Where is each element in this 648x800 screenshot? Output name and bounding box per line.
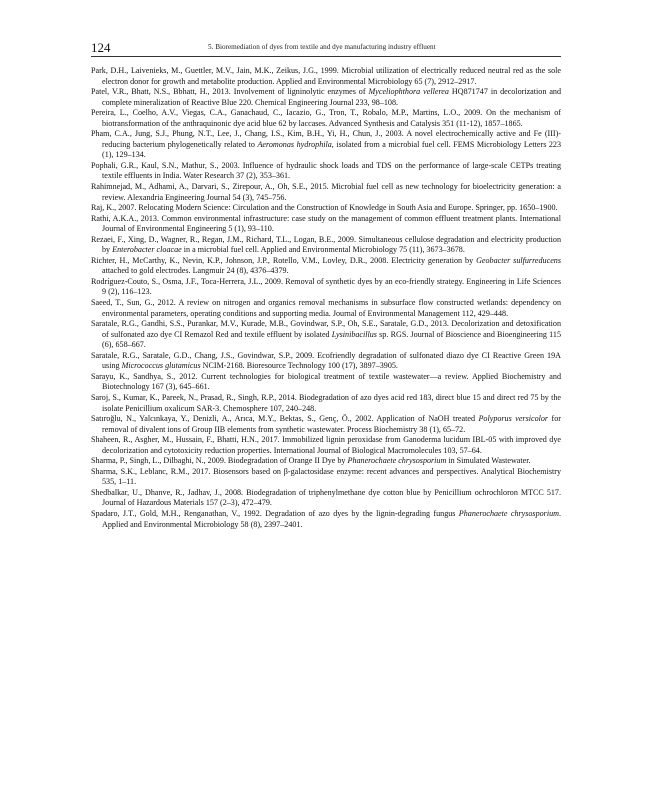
- page-number: 124: [91, 40, 111, 55]
- reference-item: Sharma, P., Singh, L., Dilbaghi, N., 2009. Biodegradation of Orange II Dye by Phanerochaete chrysosporium in Simulated Wastewater.: [91, 456, 531, 466]
- reference-item: Saratale, R.G., Gandhi, S.S., Purankar, M.V., Kurade, M.B., Govindwar, S.P., Oh, S.E., Saratale, G.D., 2013. Decolorization and detoxification of sulfonated azo dye CI Remazol Red and textile effluent by isolated Lysinibacillus sp. RGS. Journal of Bioscience and Bioengineering 115 (6), 658–667.: [91, 319, 561, 350]
- reference-item: Saeed, T., Sun, G., 2012. A review on nitrogen and organics removal mechanisms in subsurface flow constructed wetlands: dependency on environmental parameters, operating conditions and supporting media. Journal of Environmental Management 112, 429–448.: [91, 298, 561, 318]
- running-head: 5. Bioremediation of dyes from textile and dye manufacturing industry effluent: [208, 43, 436, 51]
- reference-item: Rathi, A.K.A., 2013. Common environmental infrastructure: case study on the management of common effluent treatment plants. International Journal of Environmental Engineering 5 (1), 93–110.: [91, 213, 561, 234]
- reference-item: Sharma, S.K., Leblanc, R.M., 2017. Biosensors based on β-galactosidase enzyme: recent advances and perspectives. Analytical Biochemistry 535, 1–11.: [91, 466, 561, 487]
- reference-item: Richter, H., McCarthy, K., Nevin, K.P., Johnson, J.P., Rotello, V.M., Lovley, D.R., 2008. Electricity generation by Geobacter sulfurreducens attached to gold electrodes. Langmuir 24 (8), 4376–4379.: [91, 255, 561, 276]
- reference-item: Rodríguez-Couto, S., Osma, J.F., Toca-Herrera, J.L., 2009. Removal of synthetic dyes by an eco-friendly strategy. Engineering in Life Sciences 9 (2), 116–123.: [91, 276, 561, 297]
- reference-item: Rezaei, F., Xing, D., Wagner, R., Regan, J.M., Richard, T.L., Logan, B.E., 2009. Simultaneous cellulose degradation and electricity production by Enterobacter cloacae in a microbial fuel cell. Applied and Environmental Microbiology 75 (11), 3673–3678.: [91, 234, 561, 255]
- reference-item: Saratale, R.G., Saratale, G.D., Chang, J.S., Govindwar, S.P., 2009. Ecofriendly degradation of sulfonated diazo dye CI Reactive Green 19A using Micrococcus glutamicus NCIM-2168. Bioresource Technology 100 (17), 3897–3905.: [91, 350, 561, 371]
- reference-item: Patel, V.R., Bhatt, N.S., Bbhatt, H., 2013. Involvement of ligninolytic enzymes of Myceliophthora vellerea HQ871747 in decolorization and complete mineralization of Reactive Blue 220. Chemical Engineering Journal 233, 98–108.: [91, 87, 562, 107]
- reference-item: Rahimnejad, M., Adhami, A., Darvari, S., Zirepour, A., Oh, S.E., 2015. Microbial fuel cell as new technology for bioelectricity generation: a review. Alexandria Engineering Journal 54 (3), 745–756.: [91, 182, 561, 202]
- reference-item: Pophali, G.R., Kaul, S.N., Mathur, S., 2003. Influence of hydraulic shock loads and TDS on the performance of large-scale CETPs treating textile effluents in India. Water Research 37 (2), 353–361.: [91, 160, 561, 181]
- header-rule: [91, 56, 561, 57]
- reference-list: [91, 66, 561, 530]
- reference-item: Satıroğlu, N., Yalcınkaya, Y., Denizli, A., Arıca, M.Y., Bektas, S., Genç, Ö., 2002. Application of NaOH treated Polyporus versicolor for removal of divalent ions of Group IIB elements from synthetic wastewater. Process Biochemistry 38 (1), 65–72.: [91, 414, 561, 434]
- reference-item: Raj, K., 2007. Relocating Modern Science: Circulation and the Construction of Knowledge in South Asia and Europe. Springer, pp. 1650–1900.: [91, 203, 558, 213]
- reference-item: Sarayu, K., Sandhya, S., 2012. Current technologies for biological treatment of textile wastewater—a review. Applied Biochemistry and Biotechnology 167 (3), 645–661.: [91, 371, 561, 392]
- reference-item: Shaheen, R., Asgher, M., Hussain, F., Bhatti, H.N., 2017. Immobilized lignin peroxidase from Ganoderma lucidum IBL-05 with improved dye decolorization and cytotoxicity reduction properties. International Journal of Biological Macromolecules 103, 57–64.: [91, 435, 561, 455]
- reference-item: Shedbalkar, U., Dhanve, R., Jadhav, J., 2008. Biodegradation of triphenylmethane dye cotton blue by Penicillium ochrochloron MTCC 517. Journal of Hazardous Materials 157 (2–3), 472–479.: [91, 487, 561, 508]
- reference-item: Pereira, L., Coelho, A.V., Viegas, C.A., Ganachaud, C., Iacazio, G., Tron, T., Robalo, M.P., Martins, L.O., 2009. On the mechanism of biotransformation of the anthraquinonic dye acid blue 62 by laccases. Advanced Synthesis and Catalysis 351 (11-12), 1857–1865.: [91, 108, 561, 128]
- reference-item: Spadaro, J.T., Gold, M.H., Renganathan, V., 1992. Degradation of azo dyes by the lignin-degrading fungus Phanerochaete chrysosporium. Applied and Environmental Microbiology 58 (8), 2397–2401.: [91, 508, 561, 529]
- reference-item: Pham, C.A., Jung, S.J., Phung, N.T., Lee, J., Chang, I.S., Kim, B.H., Yi, H., Chun, J., 2003. A novel electrochemically active and Fe (III)-reducing bacterium phylogenetically related to Aeromonas hydrophila, isolated from a microbial fuel cell. FEMS Microbiology Letters 223 (1), 129–134.: [91, 129, 561, 160]
- reference-item: Saroj, S., Kumar, K., Pareek, N., Prasad, R., Singh, R.P., 2014. Biodegradation of azo dyes acid red 183, direct blue 15 and direct red 75 by the isolate Penicillium oxalicum SAR-3. Chemosphere 107, 240–248.: [91, 392, 561, 413]
- reference-item: Park, D.H., Laivenieks, M., Guettler, M.V., Jain, M.K., Zeikus, J.G., 1999. Microbial utilization of electrically reduced neutral red as the sole electron donor for growth and metabolite production. Applied and Environmental Microbiology 65 (7), 2912–2917.: [91, 66, 561, 86]
